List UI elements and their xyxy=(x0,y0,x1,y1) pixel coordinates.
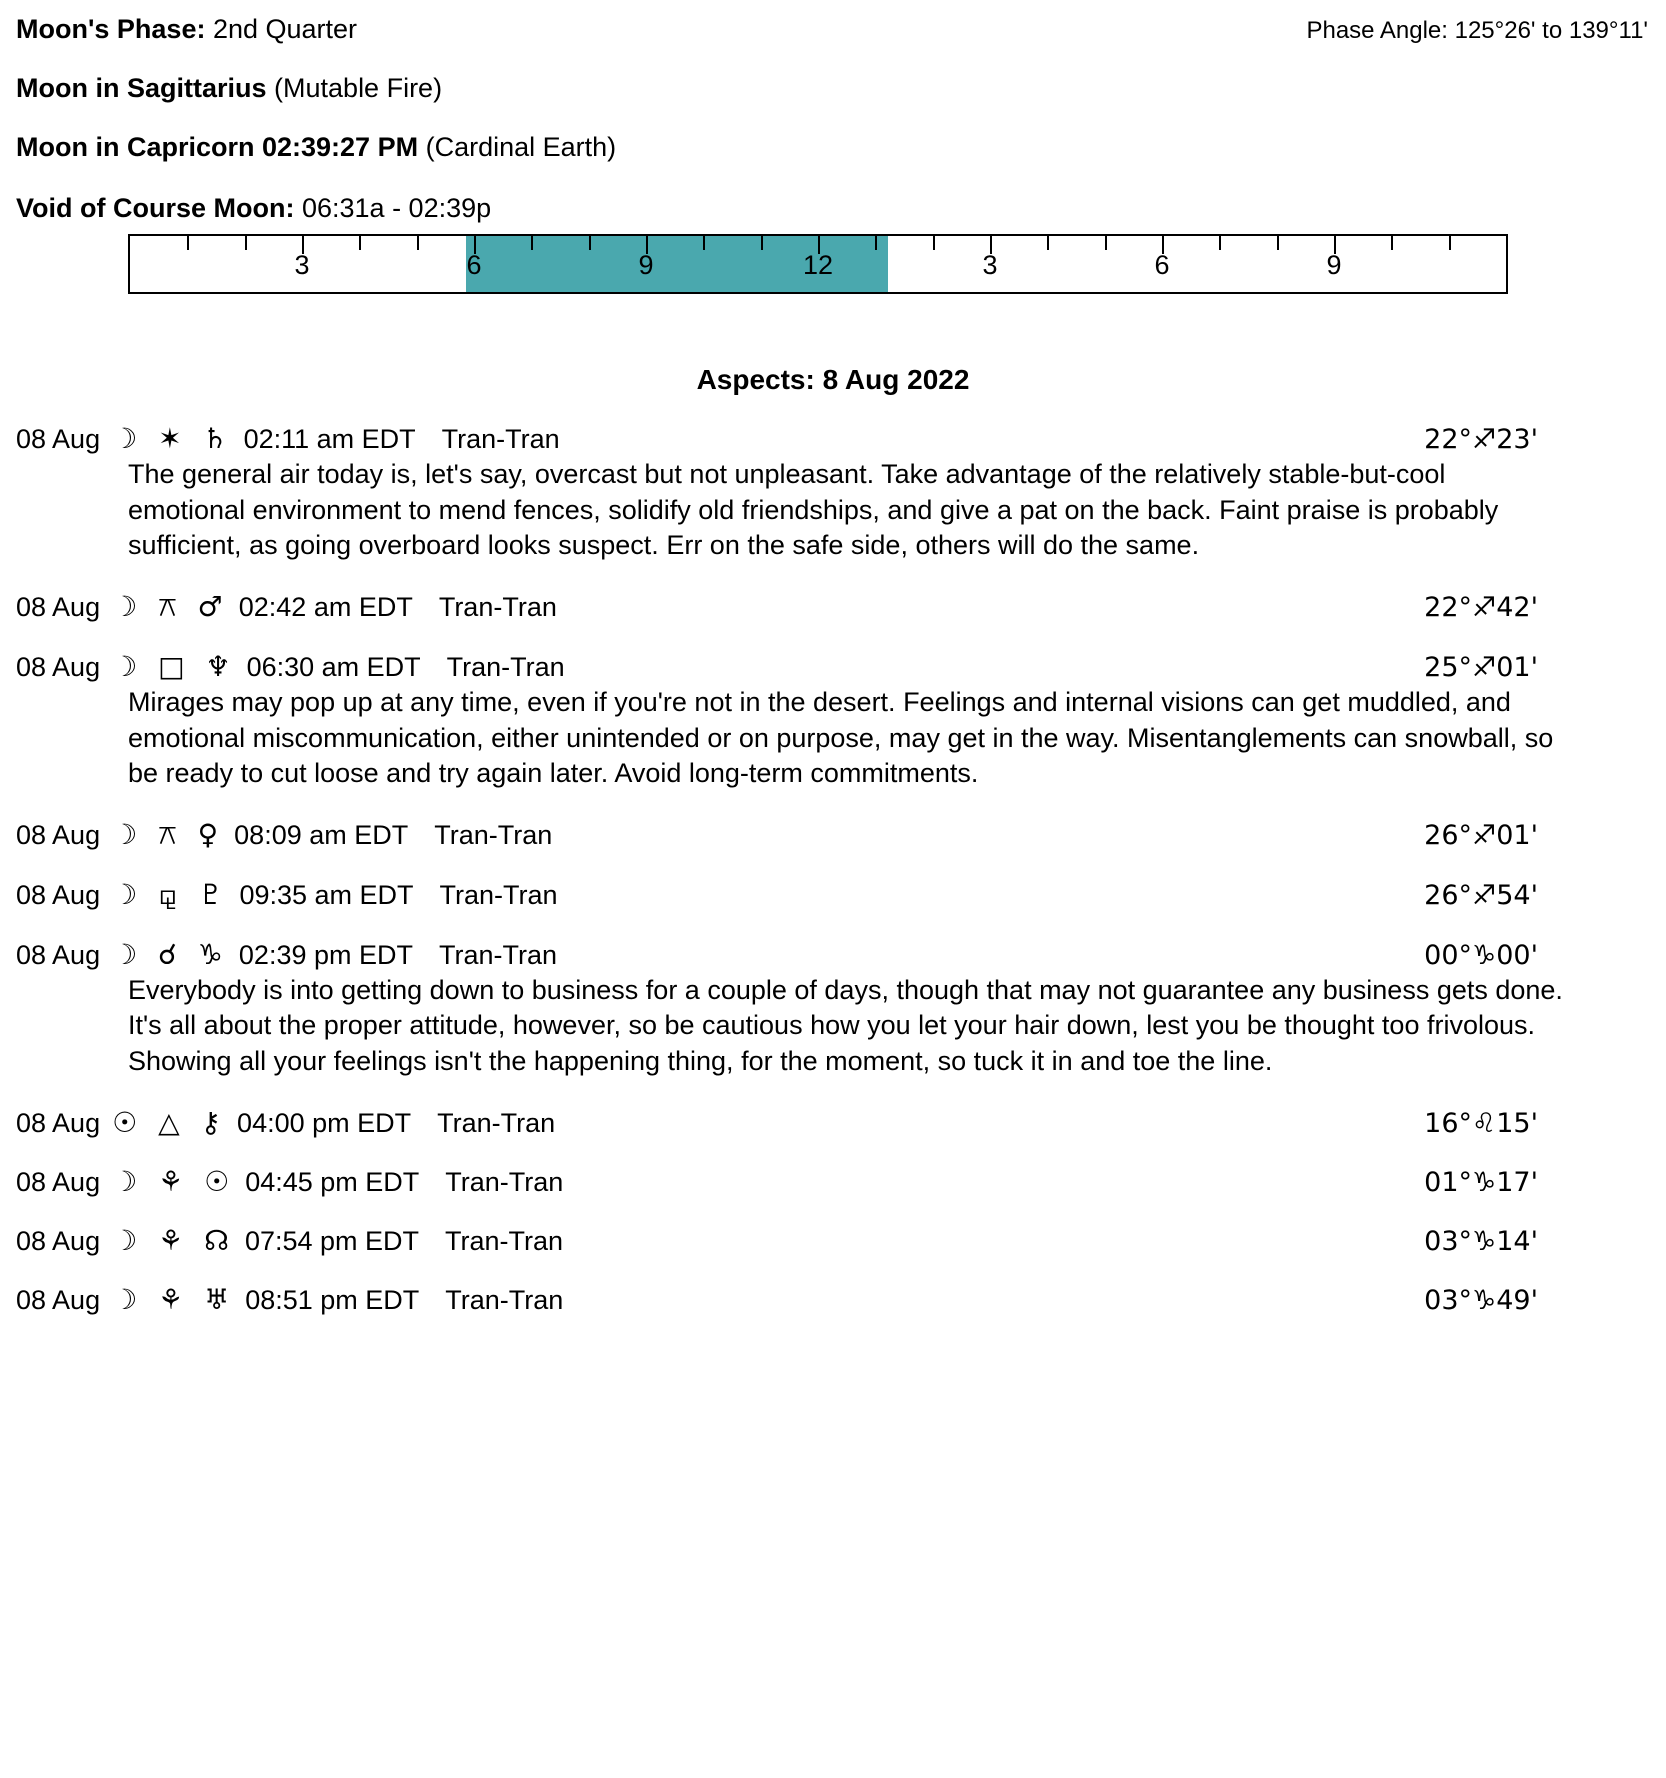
aspect-description: Mirages may pop up at any time, even if you're not in the desert. Feelings and internal visions can get muddled, and emotional miscommunication, either unintended or on purpose, may get in the way. Misentanglements can snowball, so be ready to cut loose and try again later. Avoid long-term commitments. xyxy=(128,686,1554,789)
timeline-hour-label: 3 xyxy=(294,250,310,280)
aspect-kind: Tran-Tran xyxy=(439,879,558,910)
timeline-tick xyxy=(589,236,591,250)
timeline-tick xyxy=(875,236,877,250)
aspect-description: Everybody is into getting down to business for a couple of days, though that may not guarantee any business gets done. It's all about the proper attitude, however, so be cautious how you let your hair down, lest you be thought too frivolous. Showing all your feelings isn't the happening thing, for the moment, so tuck it in and toe the line. xyxy=(128,974,1563,1076)
aspect-kind: Tran-Tran xyxy=(434,819,553,850)
aspect-list xyxy=(10,422,1656,1316)
aspect-kind: Tran-Tran xyxy=(441,424,560,454)
aspect-entry xyxy=(10,818,1656,852)
timeline-hour-label: 12 xyxy=(802,250,834,280)
moon-phase-label: Moon's Phase: xyxy=(16,14,206,44)
timeline-tick xyxy=(933,236,935,250)
aspect-position: 16°♌15' xyxy=(1424,1107,1538,1139)
astrology-day-report xyxy=(0,14,1666,1316)
aspect-position: 00°♑00' xyxy=(1424,939,1538,971)
aspect-position: 03°♑49' xyxy=(1424,1284,1538,1316)
timeline-tick xyxy=(359,236,361,250)
aspect-header xyxy=(16,938,1650,971)
aspect-date: 08 Aug xyxy=(16,1166,101,1197)
aspect-glyphs: ☽ ⚻ ♂ xyxy=(112,589,229,623)
aspect-time: 02:11 am EDT xyxy=(243,424,416,454)
aspect-date: 08 Aug xyxy=(16,591,101,622)
aspect-entry xyxy=(10,1283,1656,1316)
aspect-kind: Tran-Tran xyxy=(437,1107,556,1138)
aspect-glyphs: ☽ □ ♆ xyxy=(112,649,237,683)
aspect-glyphs: ☉ △ ⚷ xyxy=(112,1105,228,1139)
timeline-tick xyxy=(1047,236,1049,250)
aspect-position: 25°♐01' xyxy=(1424,651,1538,683)
aspect-kind: Tran-Tran xyxy=(445,1225,564,1256)
timeline-hour-label: 9 xyxy=(1326,250,1342,280)
aspect-header xyxy=(16,1224,1650,1257)
timeline-tick xyxy=(417,236,419,250)
aspect-glyphs: ☽ ⚘ ☉ xyxy=(112,1164,236,1198)
aspect-header xyxy=(16,818,1650,852)
timeline-tick xyxy=(1219,236,1221,250)
aspect-glyphs: ☽ ⚻ ♀ xyxy=(112,817,225,851)
aspect-kind: Tran-Tran xyxy=(446,651,565,682)
aspect-time: 06:30 am EDT xyxy=(246,651,421,682)
aspect-header xyxy=(16,1106,1650,1139)
phase-angle xyxy=(1306,17,1648,45)
phase-header-row xyxy=(10,14,1656,45)
aspect-position: 22°♐23' xyxy=(1424,424,1538,455)
timeline-hour-label: 6 xyxy=(466,250,482,280)
aspect-header xyxy=(16,878,1650,912)
aspect-position: 22°♐42' xyxy=(1424,591,1538,623)
aspect-entry xyxy=(10,422,1656,564)
aspect-time: 04:00 pm EDT xyxy=(237,1107,412,1138)
moon-sign-row xyxy=(10,73,1656,104)
aspects-title: Aspects: 8 Aug 2022 xyxy=(696,364,970,395)
aspect-time: 04:45 pm EDT xyxy=(245,1166,420,1197)
aspect-date: 08 Aug xyxy=(16,1107,101,1138)
aspect-entry xyxy=(10,590,1656,624)
timeline-track xyxy=(128,234,1508,294)
aspect-date: 08 Aug xyxy=(16,651,101,682)
timeline-tick xyxy=(1391,236,1393,250)
timeline-tick xyxy=(531,236,533,250)
timeline-tick xyxy=(1105,236,1107,250)
aspect-date: 08 Aug xyxy=(16,424,101,454)
aspect-entry xyxy=(10,938,1656,1080)
timeline-tick xyxy=(703,236,705,250)
aspect-date: 08 Aug xyxy=(16,819,101,850)
void-of-course-row xyxy=(10,193,1656,224)
aspect-time: 02:39 pm EDT xyxy=(238,939,413,970)
aspect-entry xyxy=(10,1165,1656,1198)
aspect-header xyxy=(16,650,1650,683)
aspect-header xyxy=(16,590,1650,624)
aspect-kind: Tran-Tran xyxy=(445,1166,564,1197)
aspect-kind: Tran-Tran xyxy=(445,1284,564,1315)
aspect-entry xyxy=(10,1224,1656,1257)
aspect-glyphs: ☽ ⚼ ♇ xyxy=(112,877,230,911)
void-of-course-timeline xyxy=(128,234,1508,294)
timeline-tick xyxy=(245,236,247,250)
aspect-date: 08 Aug xyxy=(16,879,101,910)
aspect-position: 01°♑17' xyxy=(1424,1166,1538,1198)
phase-angle-label: Phase Angle: xyxy=(1306,17,1448,44)
timeline-tick xyxy=(187,236,189,250)
moon-ingress-row xyxy=(10,132,1656,163)
aspect-description: The general air today is, let's say, overcast but not unpleasant. Take advantage of the relatively stable-but-cool emotional environment to mend fences, solidify old friendships, and give a pat on the back. Faint praise is probably sufficient, as going overboard looks suspect. Err on the safe side, others will do the same. xyxy=(128,459,1499,561)
aspect-position: 26°♐01' xyxy=(1424,819,1538,851)
aspect-entry xyxy=(10,1106,1656,1139)
moon-phase xyxy=(16,14,357,45)
aspect-glyphs: ☽ ☌ ♑ xyxy=(112,937,229,971)
timeline-hour-label: 9 xyxy=(638,250,654,280)
aspect-glyphs: ☽ ✶ ♄ xyxy=(112,422,234,455)
moon-sign-label: Moon in Sagittarius xyxy=(16,73,267,103)
timeline-tick xyxy=(1277,236,1279,250)
moon-ingress-label: Moon in Capricorn 02:39:27 PM xyxy=(16,132,419,162)
timeline-tick xyxy=(761,236,763,250)
moon-ingress-element: (Cardinal Earth) xyxy=(425,132,617,162)
aspect-time: 08:09 am EDT xyxy=(234,819,409,850)
aspect-date: 08 Aug xyxy=(16,939,101,970)
moon-sign-element: (Mutable Fire) xyxy=(274,73,443,103)
aspect-glyphs: ☽ ⚘ ♅ xyxy=(112,1282,236,1316)
moon-phase-value: 2nd Quarter xyxy=(212,14,358,44)
aspect-time: 09:35 am EDT xyxy=(239,879,414,910)
timeline-tick xyxy=(1449,236,1451,250)
aspect-header xyxy=(16,1165,1650,1198)
aspect-position: 26°♐54' xyxy=(1424,879,1538,911)
aspect-glyphs: ☽ ⚘ ☊ xyxy=(112,1223,235,1257)
aspect-entry xyxy=(10,650,1656,792)
aspect-entry xyxy=(10,878,1656,912)
aspect-time: 08:51 pm EDT xyxy=(245,1284,420,1315)
aspect-date: 08 Aug xyxy=(16,1225,101,1256)
timeline-hour-label: 3 xyxy=(982,250,998,280)
void-of-course-value: 06:31a - 02:39p xyxy=(301,193,492,223)
phase-angle-value: 125°26' to 139°11' xyxy=(1454,17,1648,44)
aspect-header xyxy=(16,422,1650,455)
timeline-hour-label: 6 xyxy=(1154,250,1170,280)
aspect-time: 02:42 am EDT xyxy=(238,591,413,622)
aspect-header xyxy=(16,1283,1650,1316)
void-of-course-label: Void of Course Moon: xyxy=(16,193,295,223)
aspect-time: 07:54 pm EDT xyxy=(244,1225,420,1256)
aspect-position: 03°♑14' xyxy=(1424,1225,1538,1257)
aspect-kind: Tran-Tran xyxy=(438,939,558,970)
aspect-date: 08 Aug xyxy=(16,1284,101,1315)
aspect-kind: Tran-Tran xyxy=(438,591,557,622)
